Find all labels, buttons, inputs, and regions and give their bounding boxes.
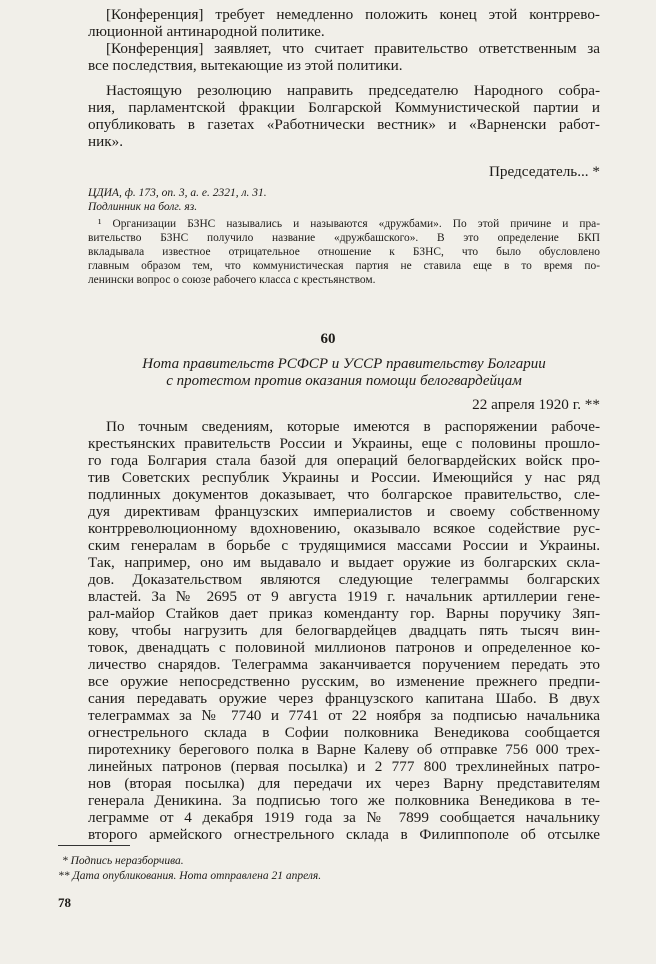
text-line: крестьянских правительств России и Украины, еще с половины прошло- (88, 435, 600, 452)
text-line: пиротехнику берегового полка в Варне Калеву об отправке 756 000 трех- (88, 741, 600, 758)
archive-source: Подлинник на болг. яз. (88, 201, 198, 213)
page-number: 78 (58, 895, 71, 910)
text-line: люционной антинародной политике. (88, 23, 325, 40)
text-line: все оружие непосредственно русским, во изменение прежнего предпи- (88, 673, 600, 690)
text-line: ник». (88, 133, 124, 150)
text-line: товок, двенадцать с половиной миллионов патронов и определенное ко- (88, 639, 600, 656)
text-line: рал-майор Стайков дает приказ коменданту гор. Варны поручику Зяп- (88, 605, 600, 622)
document-title: с протестом против оказания помощи белогвардейцам (166, 373, 522, 389)
text-line: огнестрельного склада в Софии полковника Венедикова сообщается (88, 724, 600, 741)
footnote-date: ** Дата опубликования. Нота отправлена 21 апреля. (58, 870, 322, 882)
text-line: личество снарядов. Телеграмма заканчивается поручением передать это (88, 656, 600, 673)
text-line: нов (вторая посылка) для передачи их через Варну представителям (88, 775, 600, 792)
text-line: второго армейского огнестрельного склада в Филиппополе об отсылке (88, 826, 600, 843)
text-line: сания передавать оружие через французского капитана Шабо. В двух (88, 690, 600, 707)
document-date: 22 апреля 1920 г. ** (472, 396, 600, 413)
archive-source: ЦДИА, ф. 173, оп. 3, а. е. 2321, л. 31. (88, 187, 267, 199)
document-number: 60 (320, 331, 336, 347)
footnote-line: вкладывала известное отрицательное отношение к БЗНС, что было обусловлено (88, 246, 600, 258)
text-line: ния, парламентской фракции Болгарской Коммунистической партии и (88, 99, 600, 116)
text-line: контрреволюционному вдохновению, оказывало всякое содействие рус- (88, 520, 600, 537)
text-line: Настоящую резолюцию направить председателю Народного собра- (106, 82, 600, 99)
footnote-line: вительство БЗНС получило название «дружбашского». В это определение БКП (88, 232, 600, 244)
text-line: По точным сведениям, которые имеются в распоряжении рабоче- (106, 418, 600, 435)
text-line: [Конференция] требует немедленно положить конец этой контррево- (106, 6, 600, 23)
text-line: кову, чтобы нагрузить для белогвардейцев двадцать пять тысяч вин- (88, 622, 600, 639)
text-line: опубликовать в газетах «Работнически вестник» и «Варненски работ- (88, 116, 600, 133)
document-title: Нота правительств РСФСР и УССР правительству Болгарии (142, 356, 546, 372)
footnote-line: главным образом тем, что коммунистическая партия не ставила еще в то время по- (88, 260, 600, 272)
footnote-divider (58, 845, 130, 846)
footnote-signature: * Подпись неразборчива. (62, 855, 184, 867)
text-line: телеграммах за № 7740 и 7741 от 22 ноября за подписью начальника (88, 707, 600, 724)
text-line: ским генералам в борьбе с трудящимися массами России и Украины. (88, 537, 600, 554)
text-line: властей. За № 2695 от 9 августа 1919 г. начальник артиллерии гене- (88, 588, 600, 605)
footnote-line: ленински вопрос о союзе рабочего класса с крестьянством. (88, 274, 376, 286)
chairman-signature: Председатель... * (488, 163, 600, 180)
text-line: Так, например, оно им выдавало и выдает оружие из болгарских скла- (88, 554, 600, 571)
text-line: подлинных документов доказывает, что болгарское правительство, сле- (88, 486, 600, 503)
text-line: [Конференция] заявляет, что считает правительство ответственным за (106, 40, 600, 57)
text-line: линейных патронов (первая посылка) и 2 777 800 трехлинейных патро- (88, 758, 600, 775)
text-line: все последствия, вытекающие из этой политики. (88, 57, 403, 74)
text-line: го года Болгария стала базой для операций белогвардейских войск про- (88, 452, 600, 469)
text-line: генерала Деникина. За подписью того же полковника Венедикова в те- (88, 792, 600, 809)
footnote-line: ¹ Организации БЗНС назывались и называются «дружбами». По этой причине и пра- (98, 218, 600, 230)
text-line: леграмме от 4 декабря 1919 года за № 7899 сообщается начальнику (88, 809, 600, 826)
text-line: дов. Доказательством являются следующие телеграммы болгарских (88, 571, 600, 588)
text-line: тив Советских республик Украины и России. Имеющийся у нас ряд (88, 469, 600, 486)
text-line: дуя директивам французских империалистов и своему собственному (88, 503, 600, 520)
